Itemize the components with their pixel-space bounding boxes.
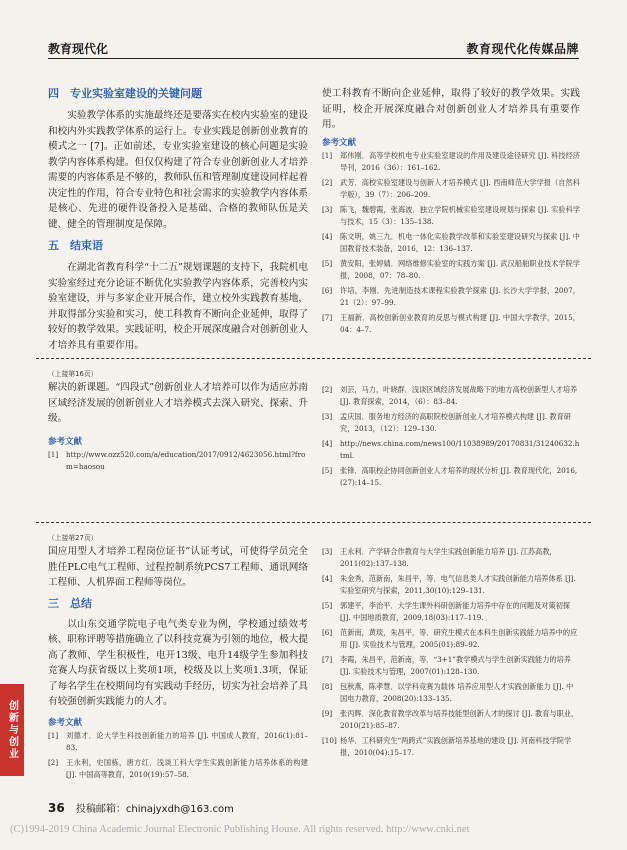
page-footer — [48, 800, 234, 815]
section-3-title: 三 总结 — [48, 596, 92, 610]
article1-left-column — [48, 86, 308, 351]
references-list — [48, 730, 308, 781]
reference-item: [4] http://news.china.com/news100/11038989/20170831/31240632.html. — [322, 439, 580, 460]
section-side-tab: 创新与创业 — [0, 684, 24, 776]
reference-item: [4] 朱金秀，范新南，朱昌平，等．电气信息类人才实践创新能力培养体系 [J]. 实验室研究与探索，2011,30(10):129–131. — [322, 574, 576, 595]
header-rule — [48, 58, 579, 59]
reference-item: [7] 李霞，朱昌平，范新南，等．“3+1”教学模式与学生创新实践能力的培养 [J]. 实验技术与管理，2007(01):128–130. — [322, 655, 571, 676]
reference-item: [2] 武芳．高校实验室建设与创新人才培养模式 [J]. 西南师范大学学报（自然科学版），39（7）：206–209. — [322, 178, 580, 199]
article2-left-column — [48, 380, 308, 476]
section-4-title: 四 专业实验室建设的关键问题 — [48, 87, 202, 100]
references-list — [322, 150, 580, 336]
cnki-watermark: (C)1994-2019 China Academic Journal Electronic Publishing House. All rights reserved. http://www.cnki.net — [10, 824, 470, 835]
article3-body-top: 国应用型人才培养工程岗位证书”认证考试，可使得学员完全胜任PLC电气工程师、过程控制系统PCS7工程师、通讯网络工程师、人机界面工程师等岗位。 — [48, 546, 308, 588]
continued-from-label: （上接第27页） — [48, 534, 98, 542]
article-divider — [36, 358, 591, 359]
reference-item: [5] 张锋．高职校企协同创新创业人才培养的现状分析 [J]. 教育现代化，2016,(27):14–15. — [322, 466, 578, 487]
reference-item: [5] 郭建平，李治平．大学生课外科研创新能力培养中存在的问题及对策初探 [J]. 中国地质教育，2009,18(03):117–119. — [322, 601, 571, 622]
reference-item: [3] 王永利．产学研合作教育与大学生实践创新能力培养 [J]. 江苏高教，2011(02):137–138. — [322, 547, 557, 568]
reference-item: [5] 黄安阳，张婷婧．网络维修实验室的实践方案 [J]. 武汉船舶职业技术学院学报，2008，07：78–80. — [322, 259, 580, 280]
article2-body: 解决的新课题。“四段式”创新创业人才培养可以作为适应苏南区域经济发展的创新创业人才培养模式去深入研究、探索、升级。 — [48, 382, 308, 424]
references-title: 参考文献 — [322, 138, 357, 148]
reference-item: [2] 刘芸，马力，叶晓群．浅谈区域经济发展战略下的地方高校创新型人才培养 [J]. 教育探索，2014，（6）：83–84. — [322, 385, 578, 406]
submission-email: 投稿邮箱：chinajyxdh@163.com — [75, 804, 234, 815]
article2-right-references — [322, 384, 580, 492]
journal-brand: 教育现代化传媒品牌 — [466, 42, 579, 56]
references-title: 参考文献 — [48, 717, 83, 728]
journal-title: 教育现代化 — [48, 42, 109, 56]
section-5-paragraph: 在湖北省教育科学“十二五”规划课题的支持下，我院机电实验室经过充分论证不断优化实验教学内容体系，完善校内实验室建设，并与多家企业开展合作，建立校外实践教育基地，并取得部分实验和实习，使工科教育不断向企业延伸，取得了较好的教学效果。实践证明，校企开展深度融合对创新创业人才培养具有重要作用。 — [48, 262, 308, 351]
reference-item: [1] 刘德才．论大学生科技创新能力的培养 [J]. 中国成人教育，2016(1):81–83. — [48, 730, 308, 752]
reference-item: [3] 孟庆国．服务地方经济的高职院校创新创业人才培养模式构建 [J]. 教育研究，2013，（12）：129–130. — [322, 412, 571, 433]
reference-item: [8] 包秋燕，陈孝慧．以学科竞赛为载体 培养应用型人才实践创新能力 [J]. 中国电力教育，2008(20):133–135. — [322, 682, 574, 703]
reference-item: [3] 陈飞，魏碧霞，张海波．独立学院机械实验室建设规划与探索 [J]. 实验科学与技术，15（3）：135–138. — [322, 205, 580, 226]
article-divider — [36, 522, 591, 523]
section-5-title: 五 结束语 — [48, 239, 103, 252]
section-3-paragraph: 以山东交通学院电子电气类专业为例，学校通过绩效考核、职称评聘等措施确立了以科技竞赛为引领的地位，极大提高了教师、学生积极性，电开13级、电升14级学生参加科技竞赛人均获省级以上奖项1项，校级及以上奖项1.3项，保证了每名学生在校期间均有实践动手经历，切实为社会培养了具有较强创新实践能力的人才。 — [48, 618, 308, 707]
reference-item: [7] 王福新．高校创新创业教育的反思与模式构建 [J]. 中国大学教学，2015，04：4–7. — [322, 313, 580, 334]
reference-item: [9] 张丙辉．深化教育教学改革与培养技能型创新人才的探讨 [J]. 教育与职业，2010(21):85–87. — [322, 709, 579, 730]
article3-right-references — [322, 546, 580, 762]
reference-item: [10] 杨华．工科研究生“两跨式”实践创新培养基地的建设 [J]. 河南科技学院学报，2010(04):15–17. — [322, 736, 572, 757]
article3-left-column — [48, 544, 308, 784]
references-title: 参考文献 — [48, 436, 83, 447]
references-list — [48, 449, 308, 473]
section-5-paragraph-tail: 使工科教育不断向企业延伸，取得了较好的教学效果。实践证明，校企开展深度融合对创新创业人才培养具有重要作用。 — [322, 88, 580, 130]
reference-item: [2] 王永利，史国栋，唐方红．浅谈工科大学生实践创新能力培养体系的构建 [J]. 中国高等教育，2010(19):57–58. — [48, 757, 308, 779]
reference-item: [6] 许培，李刚．先进制造技术课程实验教学探索 [J]. 长沙大学学报，2007，21（2）：97–99. — [322, 286, 580, 307]
section-5-continuation — [322, 86, 580, 132]
continued-from-label: （上接第16页） — [48, 370, 98, 378]
reference-item: [6] 范新南，黄琰，朱昌平，等．研究生模式在本科生创新实践能力培养中的应用 [J]. 实验技术与管理，2005(01):89–92. — [322, 628, 578, 649]
reference-item: [1] 郑伟刚．高等学校机电专业实验室建设的作用及建设途径研究 [J]. 科技经济导刊，2016（36）：161–162. — [322, 151, 580, 172]
reference-item: [1] http://www.ozz520.com/a/education/2017/0912/4623056.html?from=haosou — [48, 449, 306, 471]
section-4-paragraph: 实验教学体系的实施最终还是要落实在校内实验室的建设和校内外实践教学体系的运行上。专业实践是创新创业教育的模式之一 [7]。正如前述，专业实验室建设的核心问题是实验教学内容体系构建。但仅仅构建了符合专业创新创业人才培养需要的内容体系是不够的，教师队伍和管理制度建设同样起着决定性的作用，符合专业特色和社会需求的实验教学内容体系是核心、先进的硬件设备投入是基础、合格的教师队伍是关键、健全的管理制度是保障。 — [48, 110, 308, 230]
reference-item: [4] 陈文明，姚三九．机电一体化实验教学改革和实验室建设研究与探索 [J]. 中国教育技术装备，2016，12：136–137. — [322, 232, 580, 253]
page-number: 36 — [48, 801, 65, 815]
article1-right-column — [322, 86, 580, 339]
